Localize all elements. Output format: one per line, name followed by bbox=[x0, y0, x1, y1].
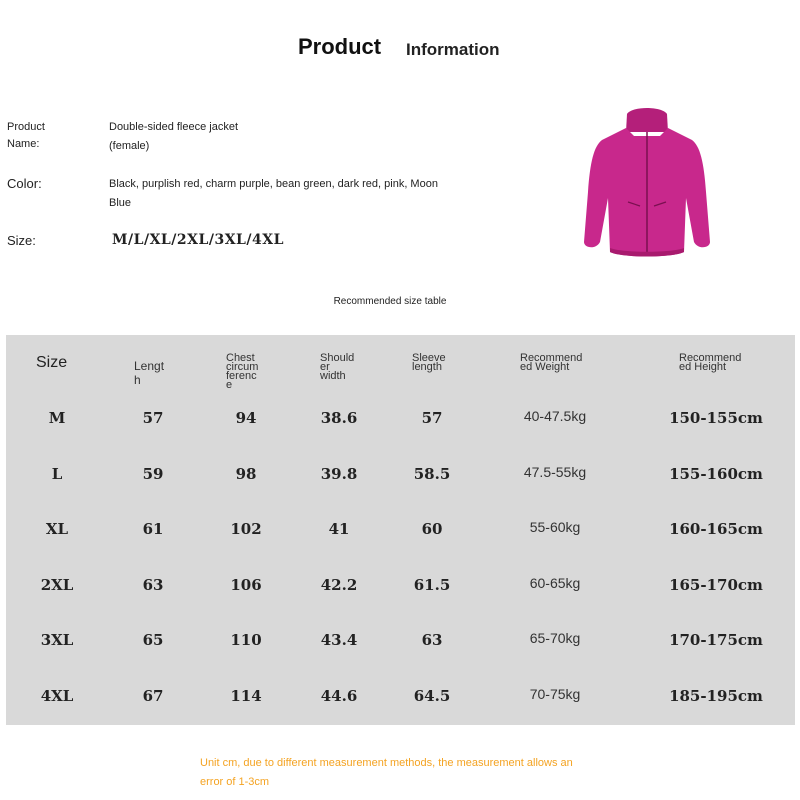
cell-length: 67 bbox=[142, 687, 164, 705]
product-name-label-line1: Product bbox=[7, 121, 45, 133]
cell-chest: 98 bbox=[235, 464, 257, 483]
cell-length: 61 bbox=[142, 520, 164, 539]
cell-sleeve: 64.5 bbox=[413, 687, 451, 705]
fleece-jacket-icon bbox=[582, 102, 712, 262]
header-size: Size bbox=[36, 354, 68, 371]
cell-shoulder: 44.6 bbox=[320, 687, 358, 705]
cell-sleeve: 63 bbox=[421, 631, 443, 650]
cell-chest: 94 bbox=[235, 409, 257, 427]
header-length: Lengt h bbox=[134, 359, 165, 387]
measurement-note bbox=[200, 754, 620, 792]
product-name-label-line2: Name: bbox=[7, 138, 40, 150]
table-caption: Recommended size table bbox=[333, 296, 447, 307]
cell-weight: 55-60kg bbox=[529, 519, 581, 536]
cell-size: XL bbox=[45, 520, 69, 539]
page-title: Product bbox=[298, 34, 382, 59]
header-chest: Chest circum ferenc e bbox=[226, 352, 259, 391]
size-value: M/L/XL/2XL/3XL/4XL bbox=[112, 232, 284, 248]
cell-shoulder: 38.6 bbox=[320, 409, 358, 427]
color-value-line1: Black, purplish red, charm purple, bean green, dark red, pink, Moon bbox=[109, 178, 438, 190]
cell-weight: 65-70kg bbox=[529, 630, 581, 647]
cell-height: 170-175cm bbox=[669, 631, 763, 650]
cell-weight: 47.5-55kg bbox=[523, 463, 587, 480]
product-name-label bbox=[7, 119, 45, 153]
cell-chest: 106 bbox=[230, 575, 262, 594]
cell-size: 4XL bbox=[40, 687, 74, 705]
cell-shoulder: 39.8 bbox=[320, 464, 358, 483]
product-name-value-line2: (female) bbox=[109, 140, 150, 152]
cell-sleeve: 61.5 bbox=[413, 575, 451, 594]
cell-shoulder: 42.2 bbox=[320, 575, 358, 594]
color-value-line2: Blue bbox=[109, 197, 132, 209]
product-name-value bbox=[109, 118, 238, 156]
cell-size: 3XL bbox=[40, 631, 74, 650]
cell-height: 155-160cm bbox=[669, 464, 763, 483]
cell-chest: 102 bbox=[230, 520, 262, 539]
header-height: Recommend ed Height bbox=[679, 352, 742, 373]
product-name-value-line1: Double-sided fleece jacket bbox=[109, 121, 239, 133]
header-sleeve: Sleeve length bbox=[412, 352, 446, 373]
cell-sleeve: 57 bbox=[421, 409, 443, 427]
cell-chest: 114 bbox=[230, 687, 262, 705]
cell-height: 150-155cm bbox=[669, 409, 763, 427]
header-weight: Recommend ed Weight bbox=[520, 352, 583, 373]
size-label: Size: bbox=[7, 233, 36, 248]
color-label: Color: bbox=[7, 176, 42, 191]
cell-chest: 110 bbox=[230, 631, 262, 650]
cell-sleeve: 60 bbox=[421, 520, 443, 539]
header-shoulder: Should er width bbox=[320, 352, 355, 382]
cell-size: 2XL bbox=[40, 575, 74, 594]
cell-length: 63 bbox=[142, 575, 164, 594]
cell-length: 59 bbox=[142, 464, 164, 483]
cell-weight: 40-47.5kg bbox=[523, 408, 587, 424]
color-value bbox=[109, 175, 438, 213]
cell-length: 65 bbox=[142, 631, 164, 650]
page-subtitle: Information bbox=[406, 40, 500, 59]
cell-shoulder: 41 bbox=[328, 520, 350, 539]
cell-size: L bbox=[51, 464, 63, 483]
cell-sleeve: 58.5 bbox=[413, 464, 451, 483]
cell-weight: 60-65kg bbox=[529, 574, 581, 591]
measurement-note-line1: Unit cm, due to different measurement methods, the measurement allows an bbox=[200, 757, 573, 769]
cell-shoulder: 43.4 bbox=[320, 631, 358, 650]
cell-height: 165-170cm bbox=[669, 575, 763, 594]
cell-size: M bbox=[48, 409, 66, 427]
cell-length: 57 bbox=[142, 409, 164, 427]
measurement-note-line2: error of 1-3cm bbox=[200, 776, 270, 788]
cell-height: 160-165cm bbox=[669, 520, 763, 539]
cell-height: 185-195cm bbox=[669, 687, 763, 705]
cell-weight: 70-75kg bbox=[529, 686, 581, 702]
